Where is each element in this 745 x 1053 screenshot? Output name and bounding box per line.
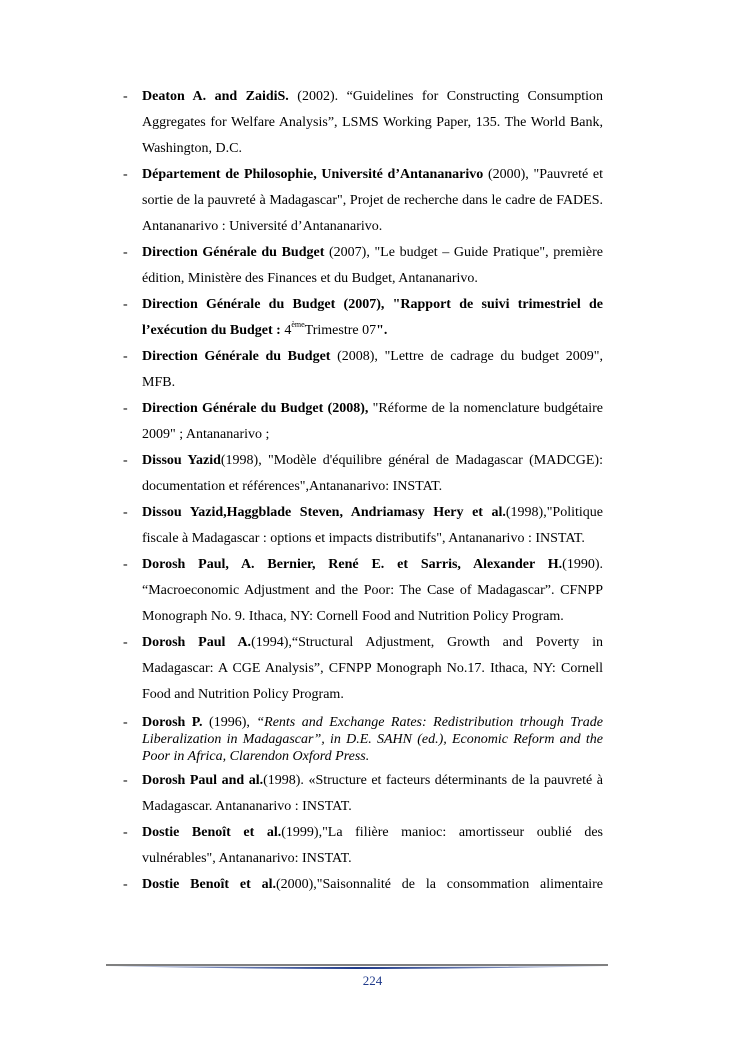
reference-text: Trimestre 07: [304, 323, 377, 338]
reference-author: Dissou Yazid: [142, 453, 221, 468]
reference-author: Département de Philosophie, Université d’Antananarivo: [142, 167, 484, 182]
reference-item: [123, 292, 603, 344]
reference-title: “Rents and Exchange Rates: Redistribution trhough Trade Liberalization in Madagascar”, in D.E. SAHN (ed.), Economic Reform and the Poor in Africa, Clarendon Oxford Press.: [142, 715, 603, 764]
reference-text: 4: [280, 323, 292, 338]
reference-text: (2007), "Le budget – Guide Pratique", première édition, Ministère des Finances et du Budget, Antananarivo.: [142, 245, 603, 286]
reference-text: (1996),: [202, 715, 257, 730]
reference-item: [123, 162, 603, 240]
list-dash: -: [123, 245, 128, 260]
reference-text: (1999),"La filière manioc: amortisseur oublié des vulnérables", Antananarivo: INSTAT.: [142, 825, 603, 866]
reference-text: (1998), "Modèle d'équilibre général de Madagascar (MADCGE): documentation et références",Antananarivo: INSTAT.: [142, 453, 603, 494]
reference-list: [123, 84, 603, 898]
reference-item: [123, 872, 603, 898]
list-dash: -: [123, 715, 128, 730]
reference-author: Dostie Benoît et al.: [142, 877, 276, 892]
reference-text: (1990). “Macroeconomic Adjustment and the Poor: The Case of Madagascar”. CFNPP Monograph No. 9. Ithaca, NY: Cornell Food and Nutrition Policy Program.: [142, 557, 603, 624]
reference-author: Dorosh P.: [142, 715, 203, 730]
reference-author: Direction Générale du Budget: [142, 349, 331, 364]
list-dash: -: [123, 89, 128, 104]
reference-author: Deaton A. and ZaidiS.: [142, 89, 289, 104]
reference-item: [123, 630, 603, 708]
reference-item: [123, 768, 603, 820]
list-dash: -: [123, 297, 128, 312]
reference-text: "Réforme de la nomenclature budgétaire 2009" ; Antananarivo ;: [142, 401, 603, 442]
reference-item: [123, 500, 603, 552]
reference-text: (1998),"Politique fiscale à Madagascar : options et impacts distributifs", Antananarivo : INSTAT.: [142, 505, 603, 546]
reference-text: (2000),"Saisonnalité de la consommation alimentaire: [275, 877, 603, 892]
reference-item: [123, 448, 603, 500]
footer-rule: [106, 963, 608, 972]
list-dash: -: [123, 773, 128, 788]
reference-author: Dissou Yazid,Haggblade Steven, Andriamasy Hery et al.: [142, 505, 506, 520]
page-number: 224: [362, 973, 383, 988]
reference-author: Dorosh Paul and al.: [142, 773, 264, 788]
reference-text: (1994),“Structural Adjustment, Growth and Poverty in Madagascar: A CGE Analysis”, CFNPP Monograph No.17. Ithaca, NY: Cornell Food and Nutrition Policy Program.: [142, 635, 604, 702]
list-dash: -: [123, 877, 128, 892]
reference-author: Direction Générale du Budget (2007), "Rapport de suivi trimestriel de l’exécution du Budget :: [142, 297, 603, 338]
reference-author: Dorosh Paul, A. Bernier, René E. et Sarris, Alexander H.: [142, 557, 563, 572]
list-dash: -: [123, 635, 128, 650]
reference-author: Dostie Benoît et al.: [142, 825, 282, 840]
reference-item: [123, 84, 603, 162]
reference-author: Dorosh Paul A.: [142, 635, 252, 650]
list-dash: -: [123, 453, 128, 468]
reference-item: [123, 820, 603, 872]
reference-author: Direction Générale du Budget: [142, 245, 325, 260]
superscript-suffix: ème: [291, 320, 305, 329]
reference-author: Direction Générale du Budget (2008),: [142, 401, 369, 416]
list-dash: -: [123, 557, 128, 572]
list-dash: -: [123, 349, 128, 364]
reference-closing: ".: [376, 323, 388, 338]
list-dash: -: [123, 825, 128, 840]
reference-item: [123, 708, 603, 768]
list-dash: -: [123, 167, 128, 182]
reference-text: (1998). «Structure et facteurs déterminants de la pauvreté à Madagascar. Antananarivo : INSTAT.: [142, 773, 603, 814]
reference-item: [123, 552, 603, 630]
reference-text: (2002). “Guidelines for Constructing Consumption Aggregates for Welfare Analysis”, LSMS Working Paper, 135. The World Bank, Washington, D.C.: [142, 89, 603, 156]
list-dash: -: [123, 401, 128, 416]
list-dash: -: [123, 505, 128, 520]
reference-item: [123, 396, 603, 448]
reference-item: [123, 240, 603, 292]
reference-item: [123, 344, 603, 396]
reference-text: (2008), "Lettre de cadrage du budget 2009", MFB.: [142, 349, 603, 390]
reference-text: (2000), "Pauvreté et sortie de la pauvreté à Madagascar", Projet de recherche dans le cadre de FADES. Antananarivo : Université d’Antananarivo.: [142, 167, 603, 234]
